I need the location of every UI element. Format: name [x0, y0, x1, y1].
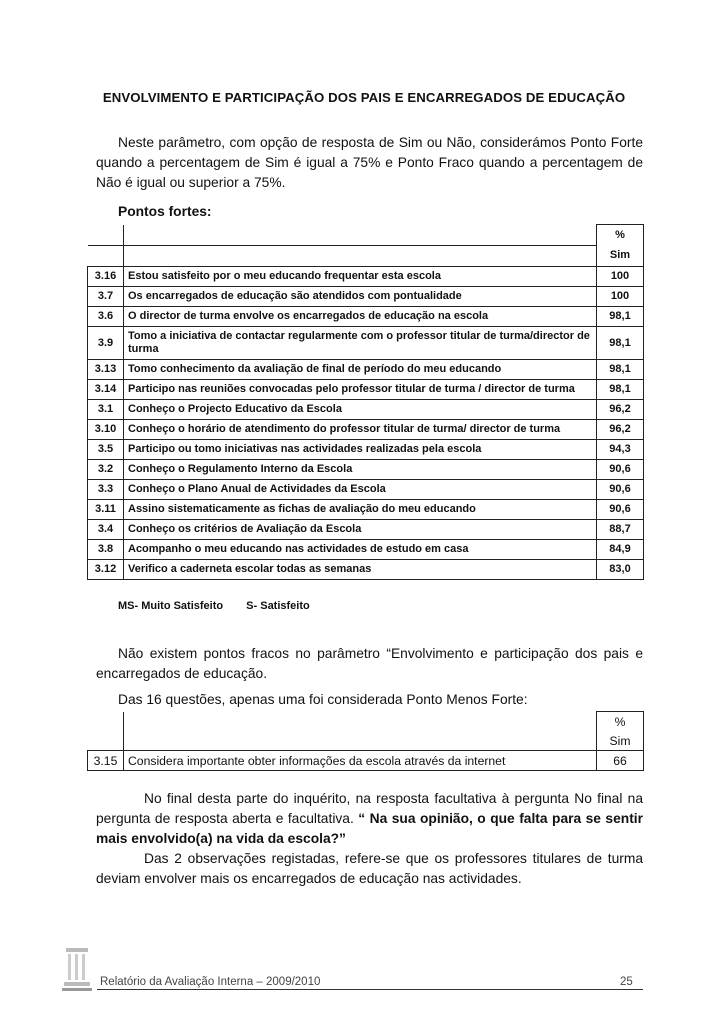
table-row	[88, 539, 644, 559]
row-number: 3.2	[88, 459, 124, 479]
row-number: 3.3	[88, 479, 124, 499]
table-row	[88, 266, 644, 286]
final-text-2: Das 2 observações registadas, refere-se que os professores titulares de turma deviam envolver mais os encarregados de educação nas actividades.	[96, 851, 643, 886]
row-value: 90,6	[597, 479, 644, 499]
row-value: 98,1	[597, 379, 644, 399]
row-label: Assino sistematicamente as fichas de avaliação do meu educando	[124, 499, 597, 519]
row-number: 3.15	[88, 751, 124, 771]
row-number: 3.16	[88, 266, 124, 286]
school-logo-icon	[62, 942, 92, 992]
header-percent: %	[597, 225, 644, 246]
row-value: 100	[597, 266, 644, 286]
row-number: 3.12	[88, 559, 124, 579]
row-number: 3.8	[88, 539, 124, 559]
row-value: 98,1	[597, 359, 644, 379]
table-row	[88, 359, 644, 379]
row-value: 88,7	[597, 519, 644, 539]
page-title: ENVOLVIMENTO E PARTICIPAÇÃO DOS PAIS E ENCARREGADOS DE EDUCAÇÃO	[102, 90, 626, 105]
header-sim: Sim	[597, 245, 644, 266]
row-value: 98,1	[597, 306, 644, 326]
table-row	[88, 399, 644, 419]
row-label: Conheço o horário de atendimento do professor titular de turma/ director de turma	[124, 419, 597, 439]
row-label: Acompanho o meu educando nas actividades de estudo em casa	[124, 539, 597, 559]
final-paragraph	[96, 789, 643, 889]
table-row	[88, 519, 644, 539]
row-number: 3.10	[88, 419, 124, 439]
table-row	[88, 379, 644, 399]
table-row	[88, 559, 644, 579]
row-value: 96,2	[597, 399, 644, 419]
row-number: 3.9	[88, 326, 124, 359]
final-text	[96, 789, 643, 849]
row-value: 96,2	[597, 419, 644, 439]
less-strong-table	[87, 711, 644, 771]
row-value: 90,6	[597, 499, 644, 519]
table-row	[88, 286, 644, 306]
table-row	[88, 419, 644, 439]
row-value: 94,3	[597, 439, 644, 459]
less-strong-text: Das 16 questões, apenas uma foi considerada Ponto Menos Forte:	[118, 692, 528, 707]
table-row	[88, 459, 644, 479]
row-value: 84,9	[597, 539, 644, 559]
row-number: 3.14	[88, 379, 124, 399]
row-label: Conheço o Regulamento Interno da Escola	[124, 459, 597, 479]
row-number: 3.1	[88, 399, 124, 419]
row-label: Os encarregados de educação são atendidos com pontualidade	[124, 286, 597, 306]
table-row	[88, 499, 644, 519]
row-value: 66	[597, 751, 644, 771]
row-number: 3.6	[88, 306, 124, 326]
final-text-1: No final desta parte do inquérito, na resposta facultativa à pergunta No final na pergunta de resposta aberta e facultativa.	[96, 791, 643, 826]
weak-points-paragraph	[96, 644, 643, 710]
row-value: 100	[597, 286, 644, 306]
row-number: 3.13	[88, 359, 124, 379]
weak-points-text: Não existem pontos fracos no parâmetro “Envolvimento e participação dos pais e encarregados de educação.	[96, 646, 643, 681]
row-label: Participo nas reuniões convocadas pelo professor titular de turma / director de turma	[124, 379, 597, 399]
final-text-bold: “ Na sua opinião, o que falta para se sentir mais envolvido(a) na vida da escola?”	[96, 811, 644, 846]
row-label: Participo ou tomo iniciativas nas actividades realizadas pela escola	[124, 439, 597, 459]
footer-text: Relatório da Avaliação Interna – 2009/2010	[100, 976, 321, 988]
row-label: O director de turma envolve os encarregados de educação na escola	[124, 306, 597, 326]
row-label: Estou satisfeito por o meu educando frequentar esta escola	[124, 266, 597, 286]
row-number: 3.7	[88, 286, 124, 306]
legend-ms: MS- Muito Satisfeito	[118, 600, 224, 612]
footer-divider	[97, 989, 643, 990]
row-label: Verifico a caderneta escolar todas as semanas	[124, 559, 597, 579]
row-value: 98,1	[597, 326, 644, 359]
row-value: 90,6	[597, 459, 644, 479]
table-row	[88, 479, 644, 499]
table-row	[88, 439, 644, 459]
row-label: Conheço o Plano Anual de Actividades da Escola	[124, 479, 597, 499]
header-percent-2: %	[597, 712, 644, 732]
row-number: 3.5	[88, 439, 124, 459]
row-label: Conheço o Projecto Educativo da Escola	[124, 399, 597, 419]
legend	[118, 600, 330, 612]
row-number: 3.4	[88, 519, 124, 539]
intro-text: Neste parâmetro, com opção de resposta de Sim ou Não, considerámos Ponto Forte quando a percentagem de Sim é igual a 75% e Ponto Fraco quando a percentagem de Não é igual ou superior a 75%.	[96, 135, 643, 190]
row-label: Tomo a iniciativa de contactar regularmente com o professor titular de turma/director de turma	[124, 326, 597, 359]
table-row	[88, 306, 644, 326]
row-number: 3.11	[88, 499, 124, 519]
row-value: 83,0	[597, 559, 644, 579]
footer-page-number: 25	[620, 976, 633, 988]
legend-s: S- Satisfeito	[246, 600, 310, 612]
strong-points-heading: Pontos fortes:	[118, 204, 212, 219]
strong-points-table	[87, 224, 644, 580]
table-row	[88, 326, 644, 359]
row-label: Considera importante obter informações da escola através da internet	[124, 751, 597, 771]
row-label: Tomo conhecimento da avaliação de final de período do meu educando	[124, 359, 597, 379]
intro-paragraph	[96, 133, 643, 193]
header-sim-2: Sim	[597, 731, 644, 751]
row-label: Conheço os critérios de Avaliação da Escola	[124, 519, 597, 539]
